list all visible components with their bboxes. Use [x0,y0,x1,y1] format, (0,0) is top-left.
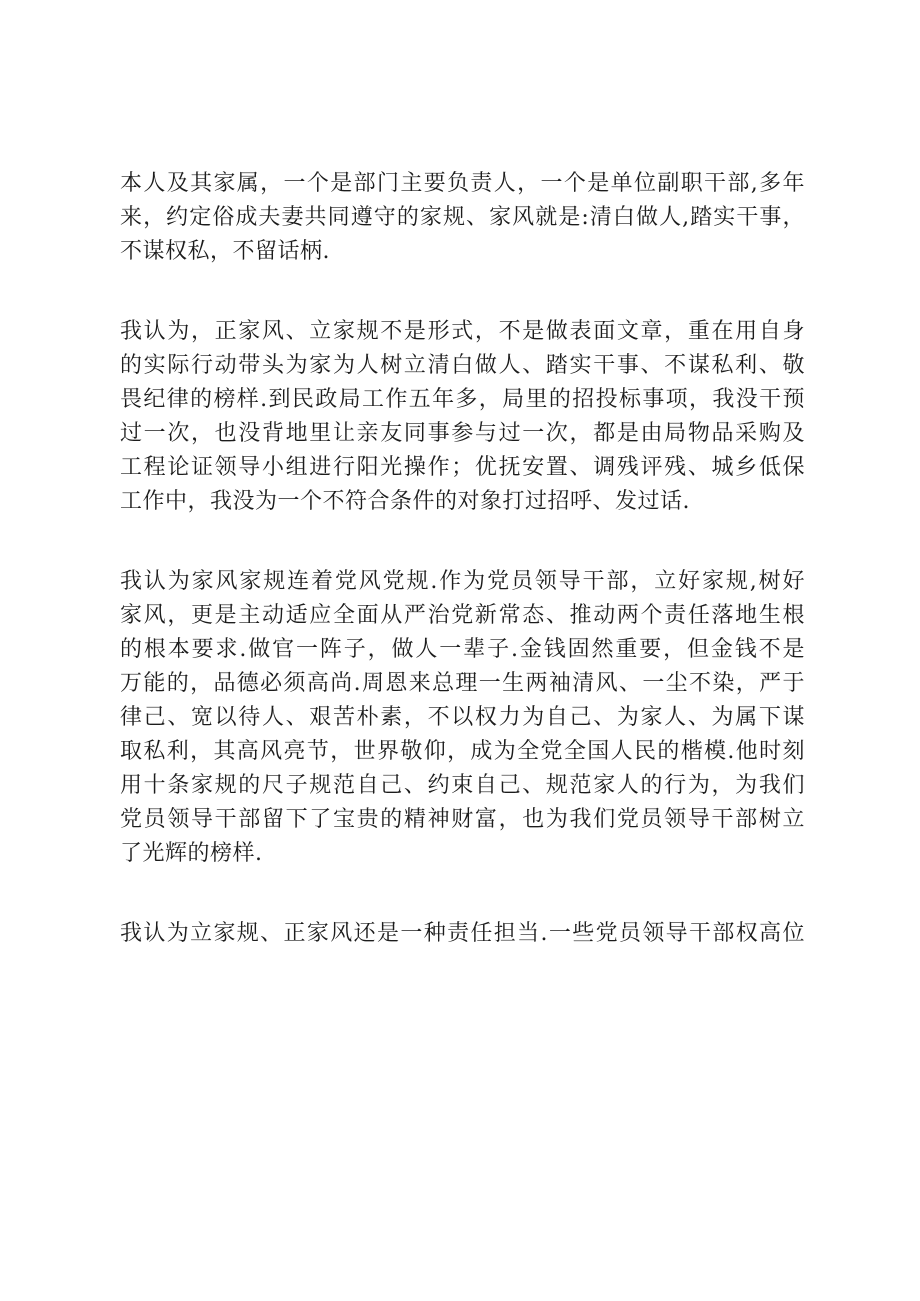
paragraph-1 [120,167,805,269]
text-line: 我认为家风家规连着党风党规.作为党员领导干部，立好家规,树好 [120,569,805,594]
text-line: 不谋权私，不留话柄. [120,239,330,264]
text-line: 来，约定俗成夫妻共同遵守的家规、家风就是:清白做人,踏实干事， [120,205,805,230]
text-line: 万能的，品德必须高尚.周恩来总理一生两袖清风、一尘不染，严于 [120,671,805,696]
text-line: 工程论证领导小组进行阳光操作；优抚安置、调残评残、城乡低保 [120,455,805,480]
text-line: 过一次，也没背地里让亲友同事参与过一次，都是由局物品采购及 [120,421,805,446]
text-line: 家风，更是主动适应全面从严治党新常态、推动两个责任落地生根 [120,603,805,628]
document-body [120,167,805,997]
text-line: 党员领导干部留下了宝贵的精神财富，也为我们党员领导干部树立 [120,807,805,832]
paragraph-3 [120,565,805,871]
text-line: 用十条家规的尺子规范自己、约束自己、规范家人的行为，为我们 [120,773,805,798]
text-line: 畏纪律的榜样.到民政局工作五年多，局里的招投标事项，我没干预 [120,387,805,412]
text-line: 了光辉的榜样. [120,841,263,866]
text-line: 取私利，其高风亮节，世界敬仰，成为全党全国人民的楷模.他时刻 [120,739,805,764]
text-line: 的实际行动带头为家为人树立清白做人、踏实干事、不谋私利、敬 [120,353,805,378]
paragraph-2 [120,315,805,519]
text-line: 律己、宽以待人、艰苦朴素，不以权力为自己、为家人、为属下谋 [120,705,805,730]
text-line: 的根本要求.做官一阵子，做人一辈子.金钱固然重要，但金钱不是 [120,637,805,662]
text-line: 本人及其家属，一个是部门主要负责人，一个是单位副职干部,多年 [120,171,805,196]
text-line: 我认为立家规、正家风还是一种责任担当.一些党员领导干部权高位 [120,921,805,946]
text-line: 我认为，正家风、立家规不是形式，不是做表面文章，重在用自身 [120,319,805,344]
text-line: 工作中，我没为一个不符合条件的对象打过招呼、发过话. [120,489,690,514]
paragraph-4 [120,917,805,951]
